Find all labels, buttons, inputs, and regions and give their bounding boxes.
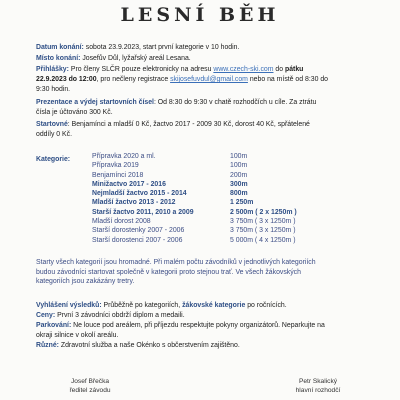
- category-name: Mladší dorost 2008: [92, 218, 151, 226]
- category-row: [92, 171, 332, 180]
- category-distance: 1 250m: [230, 199, 254, 207]
- category-distance: 3 750m ( 3 x 1250m ): [230, 227, 296, 235]
- registration-line-2: 22.9.2023 do 12:00, pro nečleny registrace skijosefuvdul@gmail.com nebo na místě od 8:30 do: [36, 76, 328, 83]
- category-name: Nejmladší žactvo 2015 - 2014: [92, 190, 187, 198]
- category-distance: 300m: [230, 180, 248, 188]
- place-line: [36, 54, 376, 64]
- category-row: [92, 198, 332, 207]
- category-distance: 5 000m ( 4 x 1250m ): [230, 236, 296, 244]
- category-name: Starší žactvo 2011, 2010 a 2009: [92, 208, 194, 216]
- parking-label: Parkování:: [36, 322, 72, 329]
- category-row: [92, 180, 332, 189]
- category-distance: 800m: [230, 190, 248, 198]
- category-row: [92, 208, 332, 217]
- category-row: [92, 217, 332, 226]
- registration-link-web[interactable]: www.czech-ski.com: [213, 66, 274, 73]
- presentation-line-2: čísla je účtováno 300 Kč.: [36, 109, 113, 116]
- fee-line-1: Startovné: Benjamínci a mladší 0 Kč, žactvo 2017 - 2009 30 Kč, dorost 40 Kč, spřátelené: [36, 121, 310, 128]
- presentation-line-1: Prezentace a výdej startovních čísel: Od 8:30 do 9:30 v chatě rozhodčích u cíle. Za ztrátu: [36, 99, 317, 106]
- date-value: sobota 23.9.2023, start první kategorie v 10 hodin.: [83, 44, 240, 51]
- category-distance: 2 500m ( 2 x 1250m ): [230, 208, 297, 216]
- page-title: LESNÍ BĚH: [120, 4, 280, 26]
- fee-line-2: oddíly 0 Kč.: [36, 131, 73, 138]
- categories-table: [92, 152, 332, 245]
- start-paragraph: Starty všech kategorií jsou hromadné. Při malém počtu závodníků v jednotlivých kategoriích budou závodníci startovat společně v kategorii proto stejnou trať. Ve všech žákovských kategoriích jsou zakázány tretry.: [36, 259, 316, 286]
- categories-label: Kategorie:: [36, 156, 71, 163]
- category-distance: 200m: [230, 171, 248, 179]
- signature-left-role: ředitel závodu: [69, 387, 111, 394]
- category-name: Starší dorostenci 2007 - 2006: [92, 236, 183, 244]
- prizes-label: Ceny:: [36, 312, 56, 319]
- signature-right-name: Petr Skalický: [298, 378, 338, 385]
- parking-line-1: Parkování: Ne louce pod areálem, při příjezdu respektujte pokyny organizátorů. Neparkujte na: [36, 322, 325, 329]
- category-distance: 3 750m ( 3 x 1250m ): [230, 218, 296, 226]
- signature-right: [268, 377, 368, 395]
- misc-label: Různé:: [36, 342, 59, 349]
- category-name: Mladší žactvo 2013 - 2012: [92, 199, 176, 207]
- signature-right-role: hlavní rozhodčí: [295, 387, 341, 394]
- presentation-label: Prezentace a výdej startovních čísel: [36, 99, 154, 106]
- place-value: Josefův Důl, lyžařský areál Lesana.: [80, 55, 191, 62]
- category-row: [92, 152, 332, 161]
- fee-label: Startovné: [36, 121, 68, 128]
- parking-line-2: okraji silnice v okolí areálu.: [36, 332, 119, 339]
- category-distance: 100m: [230, 153, 248, 160]
- category-name: Starší dorostenky 2007 - 2006: [92, 227, 185, 235]
- category-distance: 100m: [230, 162, 248, 170]
- misc-line: Různé: Zdravotní služba a naše Okénko s občerstvením zajištěno.: [36, 342, 240, 349]
- category-row: [92, 236, 332, 245]
- category-row: [92, 161, 332, 170]
- signature-left-name: Josef Břečka: [70, 378, 110, 385]
- registration-line-1: Přihlášky: Pro členy SLČR pouze elektronicky na adresu www.czech-ski.com do pátku: [36, 66, 304, 73]
- signature-left: [40, 377, 140, 395]
- category-name: Benjamínci 2018: [92, 171, 144, 179]
- category-row: [92, 226, 332, 235]
- place-label: Místo konání:: [36, 55, 81, 62]
- registration-line-3: 9:30 hodin.: [36, 86, 71, 93]
- results-label: Vyhlášení výsledků:: [36, 302, 102, 309]
- date-label: Datum konání:: [36, 44, 84, 51]
- registration-label: Přihlášky:: [36, 66, 69, 73]
- category-name: Přípravka 2019: [92, 162, 139, 170]
- registration-link-email[interactable]: skijosefuvdul@gmail.com: [170, 76, 248, 83]
- prizes-line: Ceny: První 3 závodníci obdrží diplom a medaili.: [36, 312, 185, 319]
- category-name: Minižactvo 2017 - 2016: [92, 180, 166, 188]
- category-name: Přípravka 2020 a ml.: [92, 153, 156, 160]
- results-line: Vyhlášení výsledků: Průběžně po kategoriích, žákovské kategorie po ročnících.: [36, 302, 287, 309]
- category-row: [92, 189, 332, 198]
- date-line: [36, 43, 376, 53]
